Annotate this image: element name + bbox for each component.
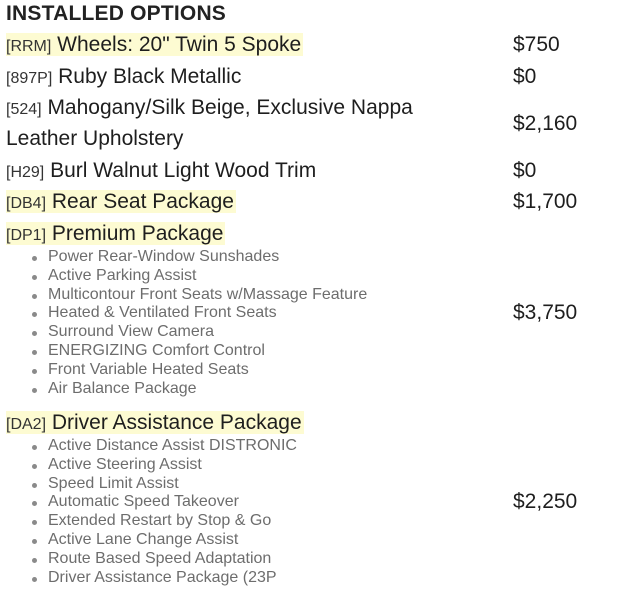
list-item: Air Balance Package bbox=[32, 380, 367, 399]
list-item: Multicontour Front Seats w/Massage Feature bbox=[32, 286, 367, 305]
option-name: Wheels: 20" Twin 5 Spoke bbox=[57, 33, 302, 56]
option-code: [524] bbox=[6, 101, 42, 118]
option-price: $0 bbox=[513, 65, 537, 88]
option-wheels bbox=[6, 30, 303, 62]
list-item: Power Rear-Window Sunshades bbox=[32, 248, 367, 267]
driver-assistance-features bbox=[32, 437, 297, 587]
option-code: [897P] bbox=[6, 70, 53, 87]
option-code: [H29] bbox=[6, 164, 45, 181]
option-name: Rear Seat Package bbox=[51, 190, 234, 213]
list-item: Route Based Speed Adaptation bbox=[32, 550, 297, 569]
list-item: Driver Assistance Package (23P bbox=[32, 569, 297, 588]
option-name: Ruby Black Metallic bbox=[58, 65, 242, 88]
list-item: Surround View Camera bbox=[32, 323, 367, 342]
section-heading: INSTALLED OPTIONS bbox=[6, 2, 227, 25]
option-name: Driver Assistance Package bbox=[51, 411, 302, 434]
list-item: Extended Restart by Stop & Go bbox=[32, 512, 297, 531]
list-item: ENERGIZING Comfort Control bbox=[32, 342, 367, 361]
list-item: Heated & Ventilated Front Seats bbox=[32, 304, 367, 323]
option-upholstery bbox=[6, 93, 413, 125]
option-upholstery-line2 bbox=[6, 124, 183, 154]
option-name-line2: Leather Upholstery bbox=[6, 127, 184, 150]
option-price: $3,750 bbox=[513, 301, 578, 324]
list-item: Front Variable Heated Seats bbox=[32, 361, 367, 380]
option-code: [DB4] bbox=[6, 195, 47, 212]
option-name: Burl Walnut Light Wood Trim bbox=[50, 159, 317, 182]
option-paint bbox=[6, 62, 241, 94]
option-code: [DP1] bbox=[6, 227, 47, 244]
option-code: [RRM] bbox=[6, 38, 52, 55]
option-name: Mahogany/Silk Beige, Exclusive Nappa bbox=[47, 96, 413, 119]
option-rear-seat bbox=[6, 187, 236, 219]
option-premium-package bbox=[6, 219, 225, 251]
option-code: [DA2] bbox=[6, 416, 47, 433]
option-price: $0 bbox=[513, 159, 537, 182]
premium-package-features bbox=[32, 248, 367, 398]
list-item: Active Distance Assist DISTRONIC bbox=[32, 437, 297, 456]
list-item: Speed Limit Assist bbox=[32, 475, 297, 494]
list-item: Active Lane Change Assist bbox=[32, 531, 297, 550]
option-price: $2,250 bbox=[513, 490, 578, 513]
list-item: Active Steering Assist bbox=[32, 456, 297, 475]
option-price: $2,160 bbox=[513, 112, 578, 135]
option-driver-assistance-package bbox=[6, 408, 304, 440]
list-item: Automatic Speed Takeover bbox=[32, 493, 297, 512]
option-name: Premium Package bbox=[51, 222, 224, 245]
list-item: Active Parking Assist bbox=[32, 267, 367, 286]
option-price: $1,700 bbox=[513, 190, 578, 213]
option-price: $750 bbox=[513, 33, 560, 56]
option-trim bbox=[6, 156, 316, 188]
